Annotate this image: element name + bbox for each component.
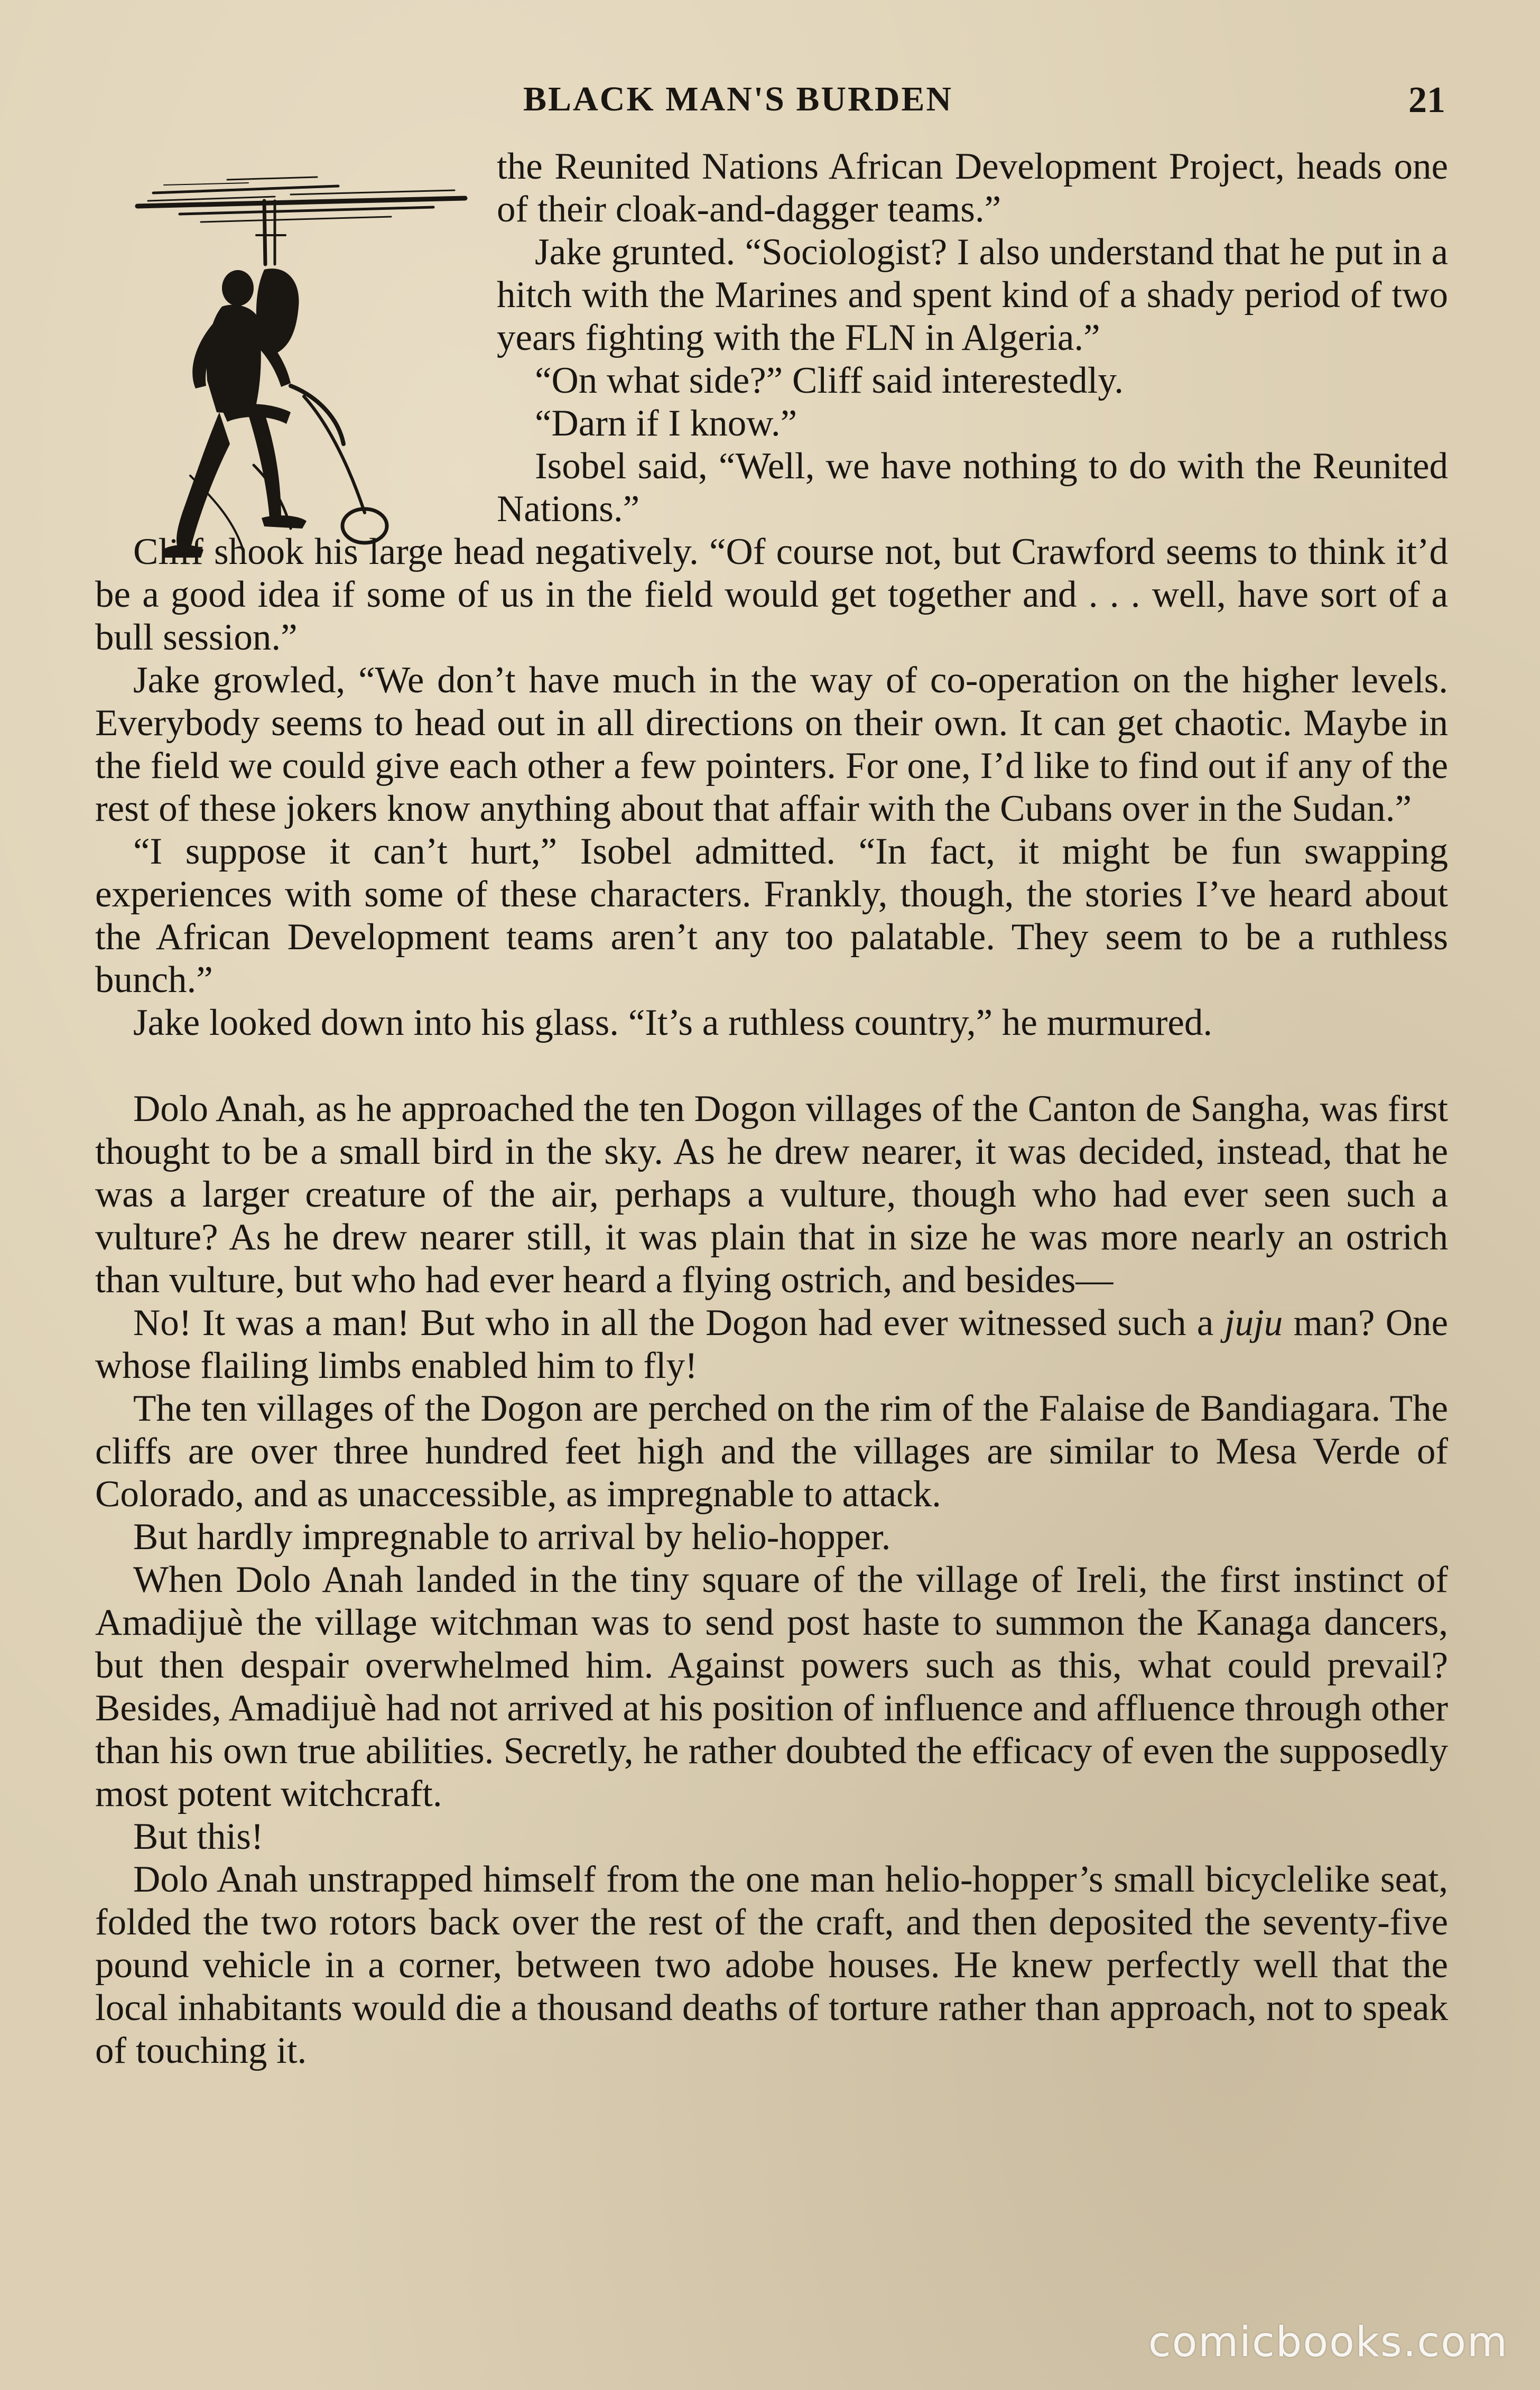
paragraph: “I suppose it can’t hurt,” Isobel admitted. “In fact, it might be fun swapping experiences with some of these characters. Frankly, though, the stories I’ve heard about the African Development teams aren’t any too palatable. They seem to be a ruthless bunch.” bbox=[95, 831, 1448, 1001]
running-title: BLACK MAN'S BURDEN bbox=[523, 80, 953, 118]
paragraph: Jake looked down into his glass. “It’s a ruthless country,” he murmured. bbox=[133, 1002, 1213, 1043]
italic-word: juju bbox=[1224, 1302, 1283, 1344]
paragraph: But this! bbox=[133, 1816, 264, 1857]
paragraph: Jake grunted. “Sociologist? I also understand that he put in a hitch with the Marines and spent kind of a shady period of two years fighting with the FLN in Algeria.” bbox=[497, 231, 1448, 358]
paragraph-text: man? One whose flailing limbs enabled him to fly! bbox=[95, 1302, 1449, 1386]
paragraph: Cliff shook his large head negatively. “Of course not, but Crawford seems to think it’d be a good idea if some of us in the field would get together and . . . well, have sort of a bull session.” bbox=[95, 531, 1448, 658]
body-text bbox=[95, 145, 1448, 2072]
paragraph: When Dolo Anah landed in the tiny square of the village of Ireli, the first instinct of Amadijuè the village witchman was to send post haste to summon the Kanaga dancers, but then despair overwhelmed him. Against powers such as this, what could prevail? Besides, Amadijuè had not arrived at his position of influence and affluence through other than his own true abilities. Secretly, he rather doubted the efficacy of even the supposedly most potent witchcraft. bbox=[95, 1559, 1448, 1814]
paragraph: Dolo Anah, as he approached the ten Dogon villages of the Canton de Sangha, was first thought to be a small bird in the sky. As he drew nearer, it was decided, instead, that he was a larger creature of the air, perhaps a vulture, though who had ever seen such a vulture? As he drew nearer still, it was plain that in size he was more nearly an ostrich than vulture, but who had ever heard a flying ostrich, and besides— bbox=[95, 1088, 1448, 1301]
paragraph: “On what side?” Cliff said interestedly. bbox=[535, 360, 1124, 401]
page-number: 21 bbox=[1408, 80, 1445, 121]
paragraph: Isobel said, “Well, we have nothing to do with the Reunited Nations.” bbox=[497, 446, 1448, 530]
watermark: comicbooks.com bbox=[1148, 2319, 1508, 2366]
paragraph: But hardly impregnable to arrival by helio-hopper. bbox=[133, 1516, 891, 1558]
paragraph: the Reunited Nations African Development Project, heads one of their cloak-and-dagger teams.” bbox=[497, 146, 1448, 230]
paragraph: The ten villages of the Dogon are perched on the rim of the Falaise de Bandiagara. The cliffs are over three hundred feet high and the villages are similar to Mesa Verde of Colorado, and as unaccessible, as impregnable to attack. bbox=[95, 1388, 1448, 1515]
paragraph: Dolo Anah unstrapped himself from the one man helio-hopper’s small bicyclelike seat, folded the two rotors back over the rest of the craft, and then deposited the seventy-five pound vehicle in a corner, between two adobe houses. He knew perfectly well that the local inhabitants would die a thousand deaths of torture rather than approach, not to speak of touching it. bbox=[95, 1859, 1448, 2071]
paragraph: Jake growled, “We don’t have much in the way of co-operation on the higher levels. Everybody seems to head out in all directions on their own. It can get chaotic. Maybe in the field we could give each other a few pointers. For one, I’d like to find out if any of the rest of these jokers know anything about that affair with the Cubans over in the Sudan.” bbox=[95, 660, 1448, 829]
paragraph-text: No! It was a man! But who in all the Dogon had ever witnessed such a bbox=[133, 1302, 1214, 1344]
paragraph: “Darn if I know.” bbox=[535, 403, 797, 444]
paragraph bbox=[95, 1302, 1448, 1387]
section-break bbox=[95, 1044, 1448, 1088]
